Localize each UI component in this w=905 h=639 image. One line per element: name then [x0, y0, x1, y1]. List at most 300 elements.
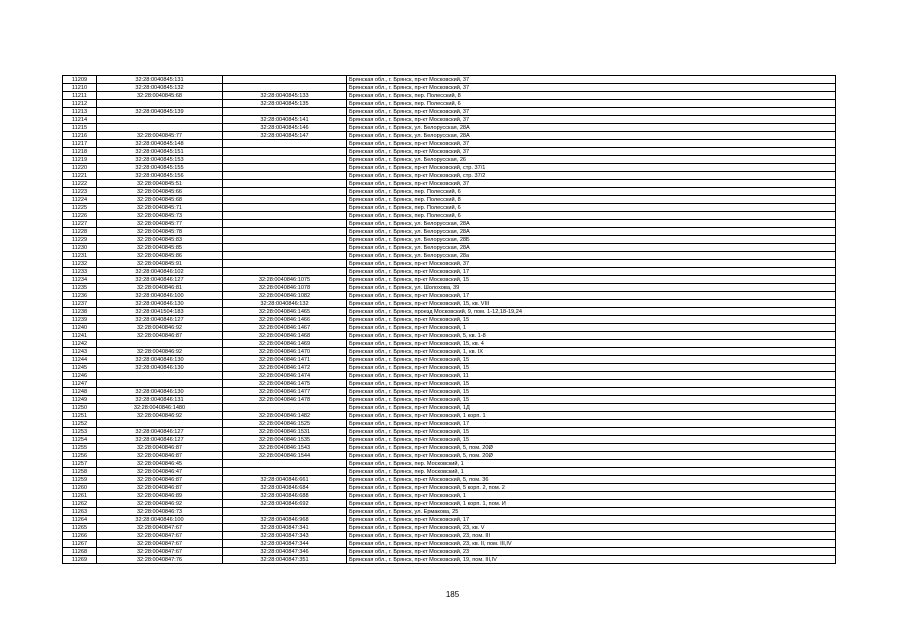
address-cell: Брянская обл., г. Брянск, ул. Белорусская, 28а — [347, 252, 836, 260]
table-row — [63, 356, 836, 364]
address-cell: Брянская обл., г. Брянск, пр-кт Московский, 1 корп. 1, пом. И — [347, 500, 836, 508]
row-number-cell: 11238 — [63, 308, 97, 316]
address-cell: Брянская обл., г. Брянск, пр-кт Московский, 15 — [347, 380, 836, 388]
building-number-cell — [223, 156, 347, 164]
land-plot-number-cell: 32:28:0040845:86 — [97, 252, 223, 260]
building-number-cell: 32:28:0040846:1465 — [223, 308, 347, 316]
land-plot-number-cell: 32:28:0040846:87 — [97, 444, 223, 452]
table-row — [63, 252, 836, 260]
table-row — [63, 460, 836, 468]
building-number-cell: 32:28:0040847:346 — [223, 548, 347, 556]
row-number-cell: 11224 — [63, 196, 97, 204]
address-cell: Брянская обл., г. Брянск, пр-кт Московский, 1, кв. IX — [347, 348, 836, 356]
land-plot-number-cell: 32:28:0040846:73 — [97, 508, 223, 516]
table-row — [63, 268, 836, 276]
land-plot-number-cell: 32:28:0040846:127 — [97, 428, 223, 436]
table-row — [63, 420, 836, 428]
building-number-cell: 32:28:0040846:1075 — [223, 276, 347, 284]
table-row — [63, 188, 836, 196]
building-number-cell — [223, 140, 347, 148]
building-number-cell — [223, 228, 347, 236]
land-plot-number-cell: 32:28:0040845:155 — [97, 164, 223, 172]
table-row — [63, 332, 836, 340]
land-plot-number-cell: 32:28:0040846:130 — [97, 300, 223, 308]
table-row — [63, 492, 836, 500]
building-number-cell: 32:28:0040846:661 — [223, 476, 347, 484]
building-number-cell — [223, 404, 347, 412]
row-number-cell: 11231 — [63, 252, 97, 260]
address-cell: Брянская обл., г. Брянск, пер. Московский, 1 — [347, 468, 836, 476]
land-plot-number-cell: 32:28:0040846:87 — [97, 484, 223, 492]
table-row — [63, 380, 836, 388]
row-number-cell: 11213 — [63, 108, 97, 116]
land-plot-number-cell: 32:28:0040845:151 — [97, 148, 223, 156]
address-cell: Брянская обл., г. Брянск, пр-кт Московский, 17 — [347, 420, 836, 428]
land-plot-number-cell: 32:28:0040846:47 — [97, 468, 223, 476]
land-plot-number-cell: 32:28:0040845:85 — [97, 244, 223, 252]
address-cell: Брянская обл., г. Брянск, пр-кт Московский, 23, кв. II, пом. III,IV — [347, 540, 836, 548]
row-number-cell: 11220 — [63, 164, 97, 172]
building-number-cell: 32:28:0040846:1482 — [223, 412, 347, 420]
building-number-cell: 32:28:0040846:1078 — [223, 284, 347, 292]
land-plot-number-cell — [97, 340, 223, 348]
table-row — [63, 476, 836, 484]
address-cell: Брянская обл., г. Брянск, пр-кт Московский, 1 — [347, 492, 836, 500]
building-number-cell — [223, 172, 347, 180]
row-number-cell: 11248 — [63, 388, 97, 396]
row-number-cell: 11218 — [63, 148, 97, 156]
table-row — [63, 260, 836, 268]
table-row — [63, 412, 836, 420]
address-cell: Брянская обл., г. Брянск, пр-кт Московский, 23 — [347, 548, 836, 556]
table-row — [63, 364, 836, 372]
row-number-cell: 11217 — [63, 140, 97, 148]
address-cell: Брянская обл., г. Брянск, пр-кт Московский, 1Д — [347, 404, 836, 412]
address-cell: Брянская обл., г. Брянск, ул. Белорусская, 28Б — [347, 236, 836, 244]
row-number-cell: 11236 — [63, 292, 97, 300]
building-number-cell: 32:28:0040846:1082 — [223, 292, 347, 300]
address-cell: Брянская обл., г. Брянск, пр-кт Московский, 17 — [347, 516, 836, 524]
address-cell: Брянская обл., г. Брянск, пр-кт Московский, 17 — [347, 292, 836, 300]
land-plot-number-cell: 32:28:0040846:130 — [97, 364, 223, 372]
table-row — [63, 316, 836, 324]
row-number-cell: 11211 — [63, 92, 97, 100]
row-number-cell: 11229 — [63, 236, 97, 244]
building-number-cell — [223, 252, 347, 260]
building-number-cell — [223, 84, 347, 92]
row-number-cell: 11214 — [63, 116, 97, 124]
table-row — [63, 468, 836, 476]
land-plot-number-cell: 32:28:0040845:131 — [97, 76, 223, 84]
address-cell: Брянская обл., г. Брянск, пр-кт Московский, 37 — [347, 140, 836, 148]
table-row — [63, 428, 836, 436]
table-row — [63, 388, 836, 396]
table-row — [63, 100, 836, 108]
building-number-cell: 32:28:0040846:1467 — [223, 324, 347, 332]
table-row — [63, 372, 836, 380]
land-plot-number-cell: 32:28:0040845:78 — [97, 228, 223, 236]
row-number-cell: 11223 — [63, 188, 97, 196]
address-cell: Брянская обл., г. Брянск, пр-кт Московский, 37 — [347, 260, 836, 268]
building-number-cell — [223, 188, 347, 196]
land-plot-number-cell: 32:28:0040845:51 — [97, 180, 223, 188]
building-number-cell — [223, 460, 347, 468]
land-plot-number-cell — [97, 420, 223, 428]
land-plot-number-cell: 32:28:0040846:81 — [97, 284, 223, 292]
address-cell: Брянская обл., г. Брянск, пр-кт Московский, 37 — [347, 180, 836, 188]
building-number-cell: 32:28:0040846:1469 — [223, 340, 347, 348]
building-number-cell — [223, 220, 347, 228]
building-number-cell — [223, 468, 347, 476]
row-number-cell: 11230 — [63, 244, 97, 252]
table-row — [63, 516, 836, 524]
address-cell: Брянская обл., г. Брянск, пр-кт Московский, 5, пом. 20Ø — [347, 452, 836, 460]
land-plot-number-cell: 32:28:0040845:71 — [97, 204, 223, 212]
address-cell: Брянская обл., г. Брянск, пер. Полесский, 6 — [347, 212, 836, 220]
building-number-cell — [223, 236, 347, 244]
row-number-cell: 11237 — [63, 300, 97, 308]
land-plot-number-cell: 32:28:0040845:91 — [97, 260, 223, 268]
land-plot-number-cell: 32:28:0040845:68 — [97, 92, 223, 100]
land-plot-number-cell: 32:28:0040846:87 — [97, 476, 223, 484]
building-number-cell: 32:28:0040846:1466 — [223, 316, 347, 324]
building-number-cell — [223, 244, 347, 252]
row-number-cell: 11269 — [63, 556, 97, 564]
land-plot-number-cell: 32:28:0040846:45 — [97, 460, 223, 468]
address-cell: Брянская обл., г. Брянск, пр-кт Московский, 15 — [347, 276, 836, 284]
building-number-cell: 32:28:0040846:1543 — [223, 444, 347, 452]
row-number-cell: 11249 — [63, 396, 97, 404]
land-plot-number-cell: 32:28:0040845:132 — [97, 84, 223, 92]
table-row — [63, 180, 836, 188]
address-cell: Брянская обл., г. Брянск, пр-кт Московский, 19, пом. III,IV — [347, 556, 836, 564]
row-number-cell: 11267 — [63, 540, 97, 548]
land-plot-number-cell: 32:28:0040845:77 — [97, 132, 223, 140]
address-cell: Брянская обл., г. Брянск, пр-кт Московский, 37 — [347, 84, 836, 92]
address-cell: Брянская обл., г. Брянск, пр-кт Московский, 37 — [347, 116, 836, 124]
building-number-cell — [223, 268, 347, 276]
land-plot-number-cell — [97, 372, 223, 380]
building-number-cell: 32:28:0040845:147 — [223, 132, 347, 140]
land-plot-number-cell: 32:28:0040846:92 — [97, 500, 223, 508]
land-plot-number-cell: 32:28:0040846:92 — [97, 412, 223, 420]
building-number-cell — [223, 196, 347, 204]
address-cell: Брянская обл., г. Брянск, пр-кт Московский, 17 — [347, 268, 836, 276]
table-row — [63, 340, 836, 348]
building-number-cell: 32:28:0040846:1531 — [223, 428, 347, 436]
land-plot-number-cell: 32:28:0041504:183 — [97, 308, 223, 316]
row-number-cell: 11219 — [63, 156, 97, 164]
address-cell: Брянская обл., г. Брянск, пр-кт Московский, 5 корп. 2, пом. 2 — [347, 484, 836, 492]
row-number-cell: 11239 — [63, 316, 97, 324]
building-number-cell: 32:28:0040846:132 — [223, 300, 347, 308]
table-row — [63, 308, 836, 316]
building-number-cell: 32:28:0040846:1470 — [223, 348, 347, 356]
address-cell: Брянская обл., г. Брянск, пр-кт Московский, 15 — [347, 436, 836, 444]
table-row — [63, 132, 836, 140]
table-row — [63, 228, 836, 236]
building-number-cell — [223, 108, 347, 116]
table-row — [63, 84, 836, 92]
address-cell: Брянская обл., г. Брянск, пер. Полесский, 6 — [347, 204, 836, 212]
table-row — [63, 436, 836, 444]
land-plot-number-cell: 32:28:0040845:66 — [97, 188, 223, 196]
row-number-cell: 11212 — [63, 100, 97, 108]
table-row — [63, 92, 836, 100]
address-cell: Брянская обл., г. Брянск, пер. Полесский, 8 — [347, 92, 836, 100]
building-number-cell: 32:28:0040846:1544 — [223, 452, 347, 460]
address-cell: Брянская обл., г. Брянск, пр-кт Московский, 15 — [347, 364, 836, 372]
land-plot-number-cell: 32:28:0040846:92 — [97, 348, 223, 356]
table-row — [63, 404, 836, 412]
address-cell: Брянская обл., г. Брянск, пр-кт Московский, 15 — [347, 428, 836, 436]
table-row — [63, 324, 836, 332]
land-plot-number-cell: 32:28:0040846:127 — [97, 316, 223, 324]
row-number-cell: 11240 — [63, 324, 97, 332]
building-number-cell: 32:28:0040846:1468 — [223, 332, 347, 340]
building-number-cell: 32:28:0040847:341 — [223, 524, 347, 532]
address-cell: Брянская обл., г. Брянск, проезд Московский, 9, пом. 1-12,18-19,24 — [347, 308, 836, 316]
table-row — [63, 284, 836, 292]
building-number-cell: 32:28:0040845:141 — [223, 116, 347, 124]
row-number-cell: 11232 — [63, 260, 97, 268]
land-plot-number-cell: 32:28:0040846:102 — [97, 268, 223, 276]
land-plot-number-cell: 32:28:0040845:153 — [97, 156, 223, 164]
table-row — [63, 236, 836, 244]
table-row — [63, 348, 836, 356]
row-number-cell: 11209 — [63, 76, 97, 84]
land-plot-number-cell: 32:28:0040846:127 — [97, 276, 223, 284]
table-row — [63, 484, 836, 492]
land-plot-number-cell: 32:28:0040845:139 — [97, 108, 223, 116]
address-cell: Брянская обл., г. Брянск, ул. Шолохова, 39 — [347, 284, 836, 292]
table-row — [63, 292, 836, 300]
table-row — [63, 220, 836, 228]
land-plot-number-cell — [97, 380, 223, 388]
row-number-cell: 11247 — [63, 380, 97, 388]
row-number-cell: 11250 — [63, 404, 97, 412]
address-cell: Брянская обл., г. Брянск, пр-кт Московский, 5, пом. 36 — [347, 476, 836, 484]
address-cell: Брянская обл., г. Брянск, пер. Полесский, 8 — [347, 196, 836, 204]
table-row — [63, 196, 836, 204]
building-number-cell: 32:28:0040846:688 — [223, 492, 347, 500]
row-number-cell: 11246 — [63, 372, 97, 380]
building-number-cell — [223, 180, 347, 188]
table-row — [63, 524, 836, 532]
table-row — [63, 396, 836, 404]
table-row — [63, 452, 836, 460]
building-number-cell: 32:28:0040845:146 — [223, 124, 347, 132]
land-plot-number-cell: 32:28:0040847:67 — [97, 532, 223, 540]
table-row — [63, 172, 836, 180]
row-number-cell: 11260 — [63, 484, 97, 492]
building-number-cell: 32:28:0040847:344 — [223, 540, 347, 548]
building-number-cell — [223, 260, 347, 268]
building-number-cell — [223, 212, 347, 220]
row-number-cell: 11245 — [63, 364, 97, 372]
address-cell: Брянская обл., г. Брянск, пр-кт Московский, стр. 37/2 — [347, 172, 836, 180]
table-row — [63, 124, 836, 132]
table-row — [63, 444, 836, 452]
table-row — [63, 212, 836, 220]
table-row — [63, 556, 836, 564]
building-number-cell — [223, 508, 347, 516]
table-row — [63, 140, 836, 148]
land-plot-number-cell: 32:28:0040847:67 — [97, 524, 223, 532]
address-cell: Брянская обл., г. Брянск, пр-кт Московский, стр. 37/1 — [347, 164, 836, 172]
row-number-cell: 11251 — [63, 412, 97, 420]
row-number-cell: 11257 — [63, 460, 97, 468]
table-row — [63, 300, 836, 308]
land-plot-number-cell: 32:28:0040845:156 — [97, 172, 223, 180]
row-number-cell: 11259 — [63, 476, 97, 484]
land-plot-number-cell — [97, 100, 223, 108]
table-row — [63, 500, 836, 508]
table-row — [63, 156, 836, 164]
row-number-cell: 11266 — [63, 532, 97, 540]
table-row — [63, 508, 836, 516]
address-cell: Брянская обл., г. Брянск, пер. Полесский, 6 — [347, 100, 836, 108]
building-number-cell: 32:28:0040846:692 — [223, 500, 347, 508]
row-number-cell: 11221 — [63, 172, 97, 180]
building-number-cell: 32:28:0040847:343 — [223, 532, 347, 540]
address-cell: Брянская обл., г. Брянск, пер. Московский, 1 — [347, 460, 836, 468]
land-plot-number-cell: 32:28:0040847:76 — [97, 556, 223, 564]
row-number-cell: 11256 — [63, 452, 97, 460]
land-plot-number-cell: 32:28:0040846:130 — [97, 388, 223, 396]
land-plot-number-cell: 32:28:0040845:83 — [97, 236, 223, 244]
page-number: 185 — [445, 590, 460, 599]
building-number-cell: 32:28:0040845:135 — [223, 100, 347, 108]
address-cell: Брянская обл., г. Брянск, пр-кт Московский, 15 — [347, 388, 836, 396]
address-cell: Брянская обл., г. Брянск, пр-кт Московский, 23, кв. V — [347, 524, 836, 532]
row-number-cell: 11244 — [63, 356, 97, 364]
row-number-cell: 11254 — [63, 436, 97, 444]
table-row — [63, 116, 836, 124]
building-number-cell: 32:28:0040846:1478 — [223, 396, 347, 404]
land-plot-number-cell: 32:28:0040846:89 — [97, 492, 223, 500]
address-cell: Брянская обл., г. Брянск, пр-кт Московский, 37 — [347, 108, 836, 116]
building-number-cell: 32:28:0040846:684 — [223, 484, 347, 492]
address-cell: Брянская обл., г. Брянск, ул. Белорусская, 28А — [347, 124, 836, 132]
land-plot-number-cell: 32:28:0040845:68 — [97, 196, 223, 204]
land-plot-number-cell — [97, 116, 223, 124]
address-cell: Брянская обл., г. Брянск, пр-кт Московский, 23, пом. III — [347, 532, 836, 540]
land-plot-number-cell: 32:28:0040847:67 — [97, 540, 223, 548]
building-number-cell: 32:28:0040846:1477 — [223, 388, 347, 396]
row-number-cell: 11234 — [63, 276, 97, 284]
row-number-cell: 11252 — [63, 420, 97, 428]
building-number-cell: 32:28:0040846:1472 — [223, 364, 347, 372]
building-number-cell: 32:28:0040846:1525 — [223, 420, 347, 428]
land-plot-number-cell: 32:28:0040846:87 — [97, 452, 223, 460]
land-plot-number-cell: 32:28:0040845:148 — [97, 140, 223, 148]
address-cell: Брянская обл., г. Брянск, пр-кт Московский, 5, пом. 20Ø — [347, 444, 836, 452]
row-number-cell: 11243 — [63, 348, 97, 356]
land-plot-number-cell: 32:28:0040845:77 — [97, 220, 223, 228]
address-cell: Брянская обл., г. Брянск, ул. Ермакова, 25 — [347, 508, 836, 516]
table-row — [63, 204, 836, 212]
table-row — [63, 276, 836, 284]
building-number-cell — [223, 148, 347, 156]
row-number-cell: 11233 — [63, 268, 97, 276]
table-row — [63, 164, 836, 172]
row-number-cell: 11264 — [63, 516, 97, 524]
row-number-cell: 11226 — [63, 212, 97, 220]
building-number-cell: 32:28:0040846:1535 — [223, 436, 347, 444]
land-plot-number-cell: 32:28:0040846:1480 — [97, 404, 223, 412]
building-number-cell: 32:28:0040846:1471 — [223, 356, 347, 364]
address-cell: Брянская обл., г. Брянск, пр-кт Московский, 15 — [347, 396, 836, 404]
address-cell: Брянская обл., г. Брянск, ул. Белорусская, 28А — [347, 220, 836, 228]
address-cell: Брянская обл., г. Брянск, ул. Белорусская, 28А — [347, 132, 836, 140]
row-number-cell: 11263 — [63, 508, 97, 516]
address-cell: Брянская обл., г. Брянск, пр-кт Московский, 15, кв. 4 — [347, 340, 836, 348]
building-number-cell: 32:28:0040846:968 — [223, 516, 347, 524]
table-row — [63, 540, 836, 548]
row-number-cell: 11227 — [63, 220, 97, 228]
row-number-cell: 11235 — [63, 284, 97, 292]
land-plot-number-cell: 32:28:0040847:67 — [97, 548, 223, 556]
address-cell: Брянская обл., г. Брянск, пр-кт Московский, 11 — [347, 372, 836, 380]
table-row — [63, 244, 836, 252]
row-number-cell: 11268 — [63, 548, 97, 556]
table-body — [63, 76, 836, 564]
building-number-cell: 32:28:0040846:1475 — [223, 380, 347, 388]
row-number-cell: 11216 — [63, 132, 97, 140]
address-cell: Брянская обл., г. Брянск, ул. Белорусская, 26 — [347, 156, 836, 164]
table-row — [63, 548, 836, 556]
address-cell: Брянская обл., г. Брянск, пр-кт Московский, 15 — [347, 356, 836, 364]
building-number-cell: 32:28:0040847:351 — [223, 556, 347, 564]
land-plot-number-cell — [97, 124, 223, 132]
address-cell: Брянская обл., г. Брянск, пр-кт Московский, 1 — [347, 324, 836, 332]
address-cell: Брянская обл., г. Брянск, пер. Полесский, 6 — [347, 188, 836, 196]
row-number-cell: 11225 — [63, 204, 97, 212]
row-number-cell: 11215 — [63, 124, 97, 132]
land-plot-number-cell: 32:28:0040846:100 — [97, 292, 223, 300]
table-row — [63, 76, 836, 84]
address-cell: Брянская обл., г. Брянск, пр-кт Московский, 15 — [347, 316, 836, 324]
row-number-cell: 11262 — [63, 500, 97, 508]
land-plot-number-cell: 32:28:0040845:73 — [97, 212, 223, 220]
row-number-cell: 11258 — [63, 468, 97, 476]
address-cell: Брянская обл., г. Брянск, ул. Белорусская, 28А — [347, 244, 836, 252]
land-plot-number-cell: 32:28:0040846:127 — [97, 436, 223, 444]
row-number-cell: 11228 — [63, 228, 97, 236]
land-plot-number-cell: 32:28:0040846:92 — [97, 324, 223, 332]
row-number-cell: 11253 — [63, 428, 97, 436]
row-number-cell: 11241 — [63, 332, 97, 340]
building-number-cell — [223, 164, 347, 172]
building-number-cell: 32:28:0040846:1474 — [223, 372, 347, 380]
table-row — [63, 108, 836, 116]
cadastral-table — [62, 75, 836, 564]
address-cell: Брянская обл., г. Брянск, пр-кт Московский, 5, кв. 1-8 — [347, 332, 836, 340]
land-plot-number-cell: 32:28:0040846:131 — [97, 396, 223, 404]
row-number-cell: 11210 — [63, 84, 97, 92]
land-plot-number-cell: 32:28:0040846:87 — [97, 332, 223, 340]
building-number-cell — [223, 76, 347, 84]
table-row — [63, 148, 836, 156]
building-number-cell: 32:28:0040845:133 — [223, 92, 347, 100]
address-cell: Брянская обл., г. Брянск, пр-кт Московский, 1 корп. 1 — [347, 412, 836, 420]
row-number-cell: 11265 — [63, 524, 97, 532]
address-cell: Брянская обл., г. Брянск, ул. Белорусская, 28А — [347, 228, 836, 236]
row-number-cell: 11222 — [63, 180, 97, 188]
row-number-cell: 11255 — [63, 444, 97, 452]
land-plot-number-cell: 32:28:0040846:130 — [97, 356, 223, 364]
